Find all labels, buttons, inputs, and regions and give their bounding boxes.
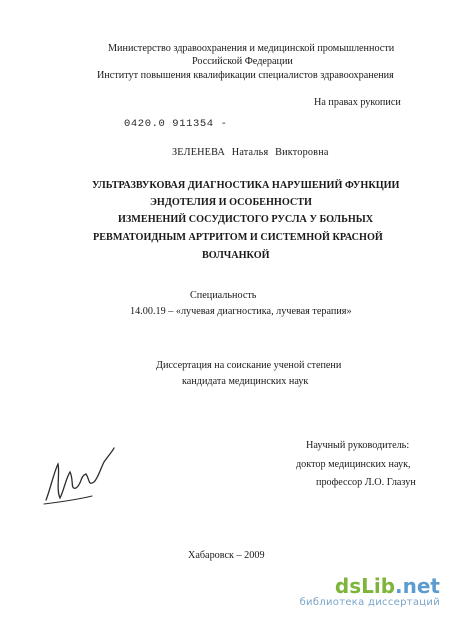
catalog-number: 0420.0 911354 - <box>124 118 228 130</box>
place-year: Хабаровск – 2009 <box>188 550 265 561</box>
specialty-value: 14.00.19 – «лучевая диагностика, лучевая терапия» <box>130 306 352 317</box>
ministry-line-2: Российской Федерации <box>192 56 293 67</box>
watermark <box>300 575 440 609</box>
dissertation-line-1: Диссертация на соискание ученой степени <box>156 360 342 371</box>
ministry-line-1: Министерство здравоохранения и медицинской промышленности <box>108 43 395 54</box>
dissertation-line-2: кандидата медицинских наук <box>182 376 309 387</box>
watermark-logo-part-2: .net <box>395 574 440 598</box>
title-line-2: ЭНДОТЕЛИЯ И ОСОБЕННОСТИ <box>150 197 312 208</box>
supervisor-name: профессор Л.О. Глазун <box>316 477 416 488</box>
title-line-3: ИЗМЕНЕНИЙ СОСУДИСТОГО РУСЛА У БОЛЬНЫХ <box>118 214 374 225</box>
author-name: ЗЕЛЕНЕВА Наталья Викторовна <box>172 147 329 158</box>
watermark-logo <box>300 575 440 597</box>
institute-name: Институт повышения квалификации специалистов здравоохранения <box>97 70 394 81</box>
handwritten-signature <box>40 442 120 512</box>
title-line-4: РЕВМАТОИДНЫМ АРТРИТОМ И СИСТЕМНОЙ КРАСНОЙ <box>93 232 383 243</box>
specialty-label: Специальность <box>190 290 257 301</box>
supervisor-label: Научный руководитель: <box>306 440 410 451</box>
watermark-subtitle: библиотека диссертаций <box>299 597 440 608</box>
rights-notice: На правах рукописи <box>314 97 401 108</box>
watermark-logo-part-1: dsLib <box>334 574 396 598</box>
title-line-5: ВОЛЧАНКОЙ <box>202 250 270 261</box>
supervisor-degree: доктор медицинских наук, <box>296 459 411 470</box>
title-line-1: УЛЬТРАЗВУКОВАЯ ДИАГНОСТИКА НАРУШЕНИЙ ФУНКЦИИ <box>92 180 400 191</box>
